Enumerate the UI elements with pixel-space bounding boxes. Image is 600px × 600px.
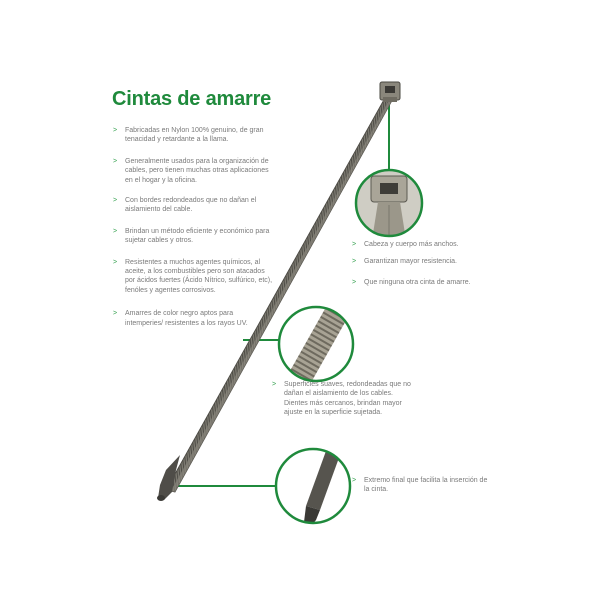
list-item — [352, 278, 482, 287]
feature-text: Fabricadas en Nylon 100% genuino, de gran tenacidad y retardante a la llama. — [125, 127, 264, 144]
page-title: Cintas de amarre — [112, 88, 272, 110]
bullet-icon: > — [113, 310, 118, 318]
callout-text: Extremo final que facilita la inserción de la cinta. — [364, 477, 488, 494]
list-item — [113, 126, 273, 145]
callout-text: Superficies suaves, redondeadas que no dañan el aislamiento de los cables. Dientes más cercanos, brindan mayor ajuste en la superficie sujetada. — [284, 381, 411, 417]
callout-tip — [352, 476, 492, 495]
zoom-circle-head-icon — [350, 170, 430, 240]
feature-list — [113, 126, 273, 340]
bullet-icon: > — [352, 241, 357, 248]
list-item — [113, 258, 273, 296]
feature-text: Generalmente usados para la organización de cables, pero tienen muchas otras aplicaciones en el hogar y la oficina. — [125, 157, 269, 184]
list-item — [272, 380, 412, 418]
list-item — [113, 227, 273, 246]
callout-head — [352, 240, 482, 295]
list-item — [113, 157, 273, 185]
callout-teeth — [272, 380, 412, 418]
list-item — [352, 257, 482, 266]
bullet-icon: > — [352, 278, 357, 286]
list-item — [352, 476, 492, 495]
bullet-icon: > — [113, 157, 118, 165]
callout-text: Que ninguna otra cinta de amarre. — [364, 278, 471, 286]
cable-tie-head — [380, 82, 400, 102]
callout-text: Garantizan mayor resistencia. — [364, 258, 457, 266]
list-item — [352, 240, 482, 249]
list-item — [113, 196, 273, 215]
feature-text: Con bordes redondeados que no dañan el aislamiento del cable. — [125, 197, 257, 214]
bullet-icon: > — [272, 381, 277, 388]
bullet-icon: > — [113, 258, 118, 266]
bullet-icon: > — [113, 197, 118, 205]
callout-text: Cabeza y cuerpo más anchos. — [364, 241, 459, 248]
bullet-icon: > — [113, 127, 118, 134]
feature-text: Brindan un método eficiente y económico para sujetar cables y otros. — [125, 227, 270, 245]
list-item — [113, 309, 273, 328]
bullet-icon: > — [352, 258, 357, 266]
bullet-icon: > — [352, 477, 357, 484]
feature-text: Amarres de color negro aptos para intemperies/ resistentes a los rayos UV. — [125, 310, 248, 327]
feature-text: Resistentes a muchos agentes químicos, al aceite, a los combustibles pero son atacados por ácidos fuertes (Ácido Nítrico, sulfúrico, etc), fenóles y agentes corrosivos. — [125, 258, 273, 294]
bullet-icon: > — [113, 227, 118, 235]
zoom-circle-tip-icon — [276, 440, 350, 525]
